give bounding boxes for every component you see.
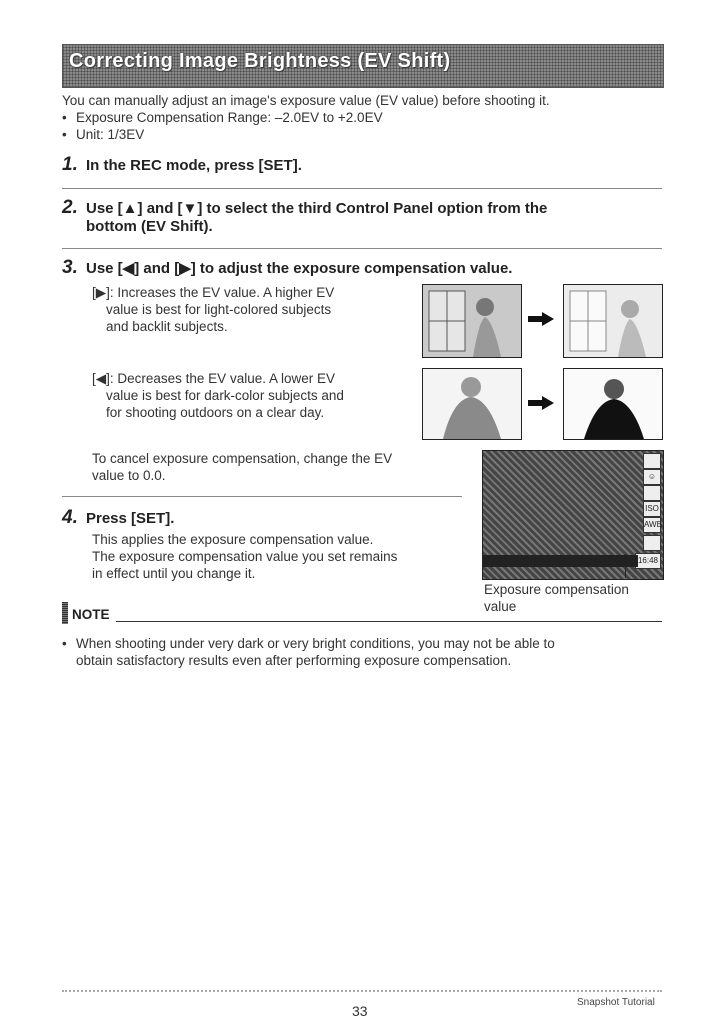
divider — [62, 248, 662, 249]
step-4-line-3: in effect until you change it. — [92, 566, 256, 581]
step-4 — [62, 508, 174, 528]
step-number: 4. — [62, 507, 78, 528]
step-4-line-1: This applies the exposure compensation value. — [92, 532, 374, 547]
right-arrow-icon — [528, 312, 554, 326]
step-number: 3. — [62, 257, 78, 278]
caption-line-1: Exposure compensation — [484, 582, 629, 597]
ev-scale-bar — [483, 555, 638, 567]
ev-shift-icon — [643, 535, 661, 551]
photo-before-increase — [422, 284, 522, 358]
caption-line-2: value — [484, 599, 517, 614]
note-marker-icon — [62, 602, 68, 624]
decrease-line-3: for shooting outdoors on a clear day. — [106, 405, 325, 420]
section-title-bar — [62, 44, 664, 88]
page-number: 33 — [352, 1003, 368, 1019]
increase-line-1: [▶]: Increases the EV value. A higher EV — [92, 285, 335, 300]
step-3 — [62, 258, 512, 278]
divider — [62, 188, 662, 189]
outdoor-portrait-image — [564, 369, 662, 439]
decrease-line-1: [◀]: Decreases the EV value. A lower EV — [92, 371, 335, 386]
bullet-range: • Exposure Compensation Range: –2.0EV to +2.0EV — [62, 109, 383, 126]
bullet-unit: • Unit: 1/3EV — [62, 126, 144, 143]
step-number: 2. — [62, 197, 78, 218]
face-detection-icon: ☺ — [643, 469, 661, 485]
right-arrow-icon — [528, 396, 554, 410]
photo-after-increase — [563, 284, 663, 358]
window-scene-image — [564, 285, 662, 357]
step-number: 1. — [62, 154, 78, 175]
photo-before-decrease — [422, 368, 522, 440]
camera-screen-image — [482, 450, 664, 580]
footer-rule — [62, 990, 662, 992]
cancel-line-1: To cancel exposure compensation, change the EV — [92, 451, 393, 466]
window-scene-image — [423, 285, 521, 357]
step-text: Press [SET]. — [86, 510, 175, 527]
decrease-line-2: value is best for dark-color subjects and — [106, 388, 344, 403]
step-text: Use [◀] and [▶] to adjust the exposure compensation value. — [86, 260, 513, 277]
step-1 — [62, 155, 302, 175]
note-label: NOTE — [72, 607, 110, 622]
caption-pointer — [625, 554, 626, 578]
iso-icon: ISO — [643, 501, 661, 517]
camera-mode-icon — [643, 453, 661, 469]
increase-line-3: and backlit subjects. — [106, 319, 228, 334]
step-4-line-2: The exposure compensation value you set remains — [92, 549, 398, 564]
note-rule — [116, 621, 662, 622]
step-2-line-2: bottom (EV Shift). — [86, 218, 213, 235]
step-2 — [62, 198, 547, 218]
step-text: Use [▲] and [▼] to select the third Control Panel option from the — [86, 200, 548, 217]
time-display: 16:48 — [635, 553, 661, 569]
intro-text: You can manually adjust an image's exposure value (EV value) before shooting it. — [62, 93, 550, 108]
white-balance-icon: AWB — [643, 517, 661, 533]
increase-line-2: value is best for light-colored subjects — [106, 302, 332, 317]
photo-after-decrease — [563, 368, 663, 440]
page-title: Correcting Image Brightness (EV Shift) — [69, 50, 451, 72]
note-line-2: obtain satisfactory results even after performing exposure compensation. — [76, 653, 512, 668]
note-line-1: • When shooting under very dark or very bright conditions, you may not be able to — [62, 635, 555, 652]
footer-section-label: Snapshot Tutorial — [577, 997, 655, 1008]
cancel-line-2: value to 0.0. — [92, 468, 166, 483]
outdoor-portrait-image — [423, 369, 521, 439]
divider — [62, 496, 462, 497]
flash-icon — [643, 485, 661, 501]
step-text: In the REC mode, press [SET]. — [86, 157, 302, 174]
